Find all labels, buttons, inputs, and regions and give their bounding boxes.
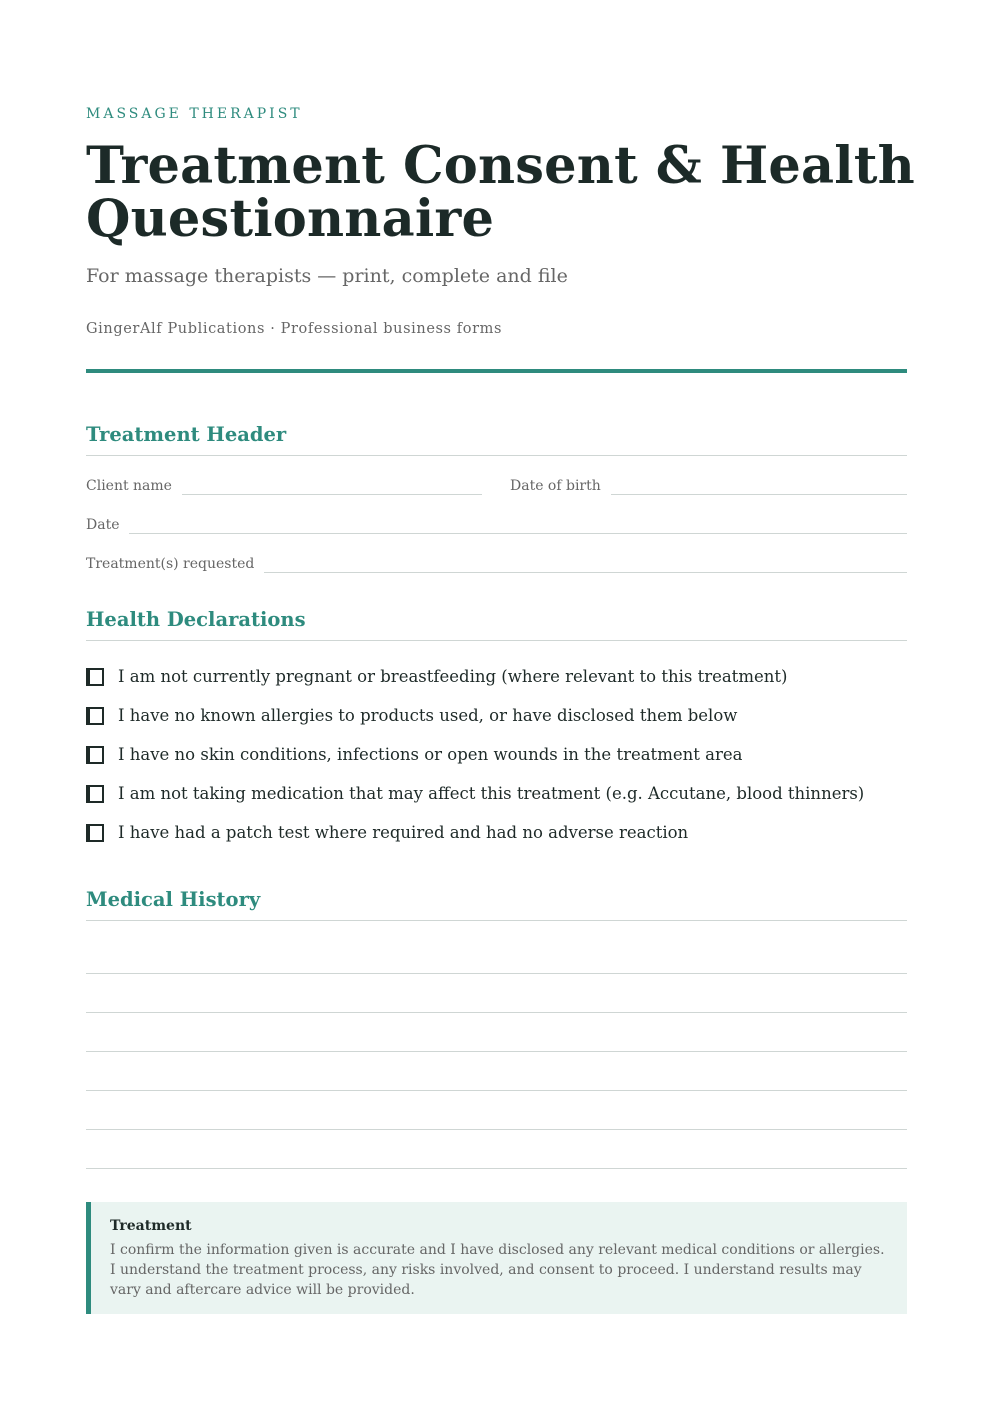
declaration-item[interactable] <box>86 784 864 803</box>
declaration-text: I have had a patch test where required and had no adverse reaction <box>118 823 689 842</box>
page-subtitle: For massage therapists — print, complete and file <box>86 265 568 287</box>
date-field[interactable] <box>86 514 907 534</box>
treatments-requested-label: Treatment(s) requested <box>86 556 255 572</box>
medical-history-line[interactable] <box>86 1129 907 1130</box>
date-line[interactable] <box>129 513 907 534</box>
client-name-label: Client name <box>86 478 172 494</box>
declaration-checkbox[interactable] <box>86 785 104 803</box>
section-heading-medical-history: Medical History <box>86 888 907 921</box>
declaration-item[interactable] <box>86 745 742 764</box>
date-label: Date <box>86 517 120 533</box>
date-of-birth-label: Date of birth <box>510 478 601 494</box>
header-divider <box>86 369 907 373</box>
client-name-line[interactable] <box>182 474 482 495</box>
declaration-text: I am not taking medication that may affect this treatment (e.g. Accutane, blood thinners) <box>118 784 865 803</box>
declaration-checkbox[interactable] <box>86 824 104 842</box>
page-title: Treatment Consent & Health Questionnaire <box>86 136 915 249</box>
medical-history-line[interactable] <box>86 1168 907 1169</box>
declaration-text: I have no known allergies to products used, or have disclosed them below <box>118 706 738 725</box>
medical-history-line[interactable] <box>86 1051 907 1052</box>
declaration-item[interactable] <box>86 667 787 686</box>
medical-history-line[interactable] <box>86 1012 907 1013</box>
form-category: MASSAGE THERAPIST <box>86 106 303 122</box>
declaration-checkbox[interactable] <box>86 668 104 686</box>
medical-history-line[interactable] <box>86 973 907 974</box>
declaration-checkbox[interactable] <box>86 746 104 764</box>
treatments-requested-field[interactable] <box>86 553 907 573</box>
section-heading-health-declarations: Health Declarations <box>86 608 907 641</box>
client-name-field[interactable] <box>86 475 482 495</box>
consent-note <box>86 1202 907 1314</box>
declaration-checkbox[interactable] <box>86 707 104 725</box>
date-of-birth-line[interactable] <box>611 474 907 495</box>
treatments-requested-line[interactable] <box>264 552 907 573</box>
medical-history-line[interactable] <box>86 1090 907 1091</box>
publisher-line: GingerAlf Publications · Professional business forms <box>86 321 503 337</box>
consent-note-body: I confirm the information given is accurate and I have disclosed any relevant medical conditions or allergies. I understand the treatment process, any risks involved, and consent to proceed. I understand results may vary and aftercare advice will be provided. <box>110 1242 885 1298</box>
section-heading-treatment-header: Treatment Header <box>86 423 907 456</box>
declaration-item[interactable] <box>86 706 737 725</box>
declaration-text: I have no skin conditions, infections or open wounds in the treatment area <box>118 745 743 764</box>
declaration-item[interactable] <box>86 823 688 842</box>
declaration-text: I am not currently pregnant or breastfeeding (where relevant to this treatment) <box>118 667 788 686</box>
consent-note-title: Treatment <box>110 1218 192 1234</box>
date-of-birth-field[interactable] <box>510 475 907 495</box>
